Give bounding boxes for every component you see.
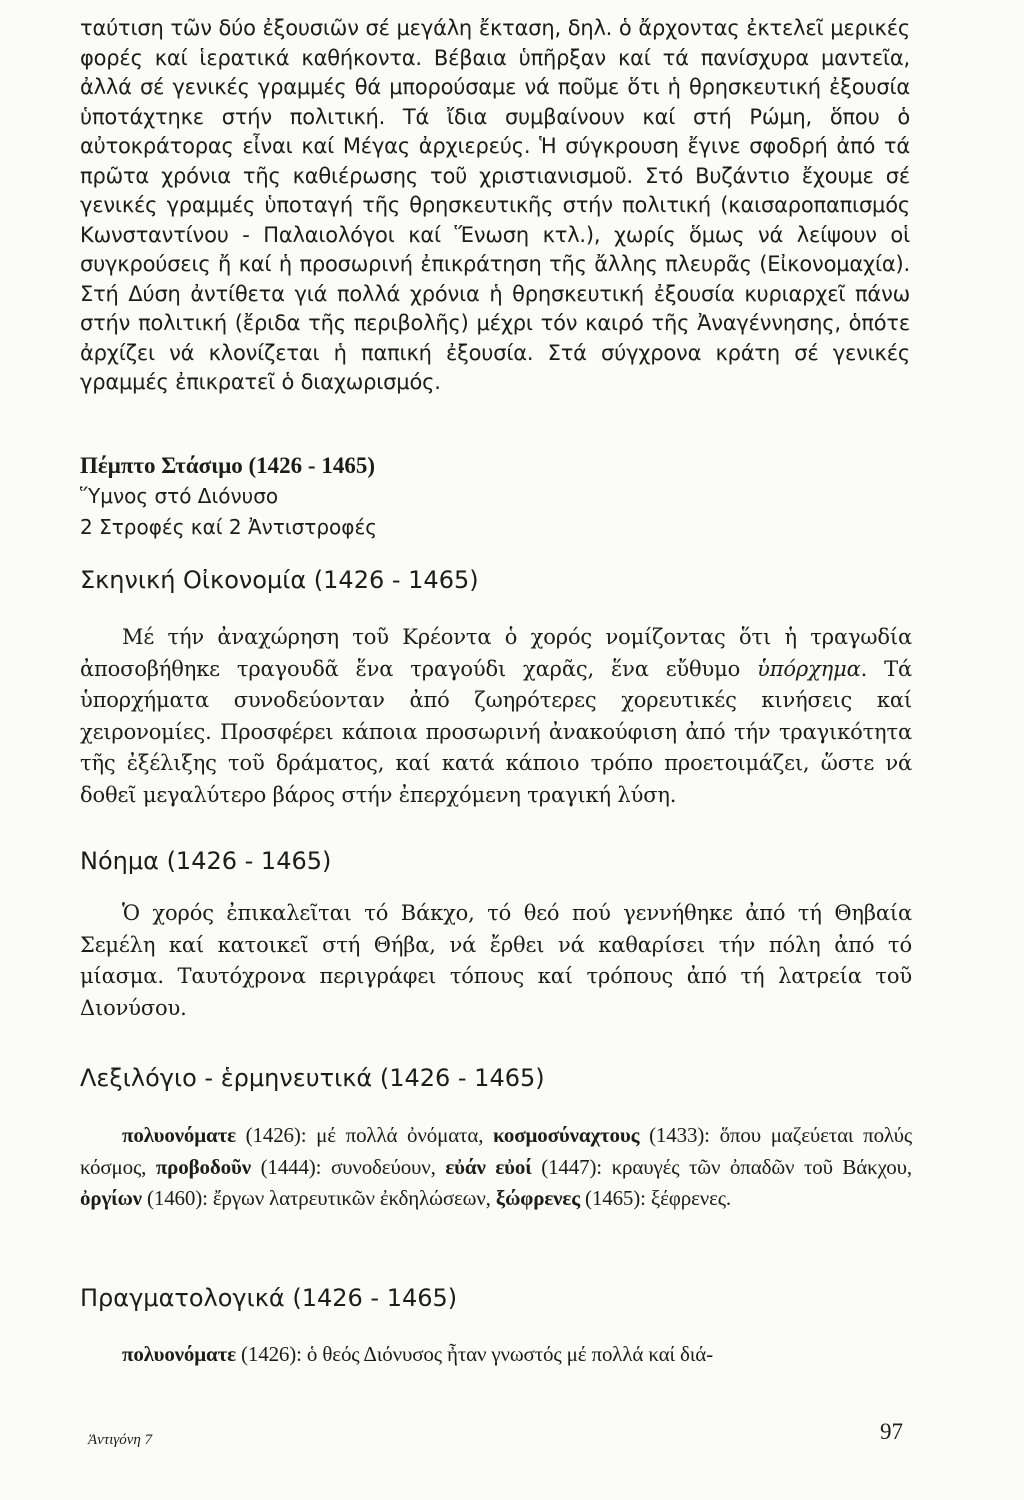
lexilogio-term: πολυονόματε bbox=[122, 1123, 236, 1147]
lexilogio-gloss: ὅπου μαζεύεται πολύς κόσμος, bbox=[80, 1123, 912, 1179]
lexilogio-term: εὐάν εὐοί bbox=[445, 1154, 532, 1179]
noima-heading: Νόημα (1426 - 1465) bbox=[80, 847, 332, 875]
lexilogio-gloss: ξέφρενες. bbox=[650, 1186, 732, 1210]
lexilogio-heading: Λεξιλόγιο - ἑρμηνευτικά (1426 - 1465) bbox=[80, 1064, 545, 1092]
skiniki-heading: Σκηνική Οἰκονομία (1426 - 1465) bbox=[80, 566, 479, 594]
pragmatologika-text: ὁ θεός Διόνυσος ἦταν γνωστός μέ πολλά καί διά- bbox=[306, 1342, 713, 1366]
lexilogio-paragraph bbox=[80, 1120, 912, 1215]
stasimo-subtitle: Ὕμνος στό Διόνυσο bbox=[80, 484, 279, 508]
lexilogio-ref: (1426): bbox=[235, 1123, 317, 1147]
lexilogio-term: κοσμοσύναχτους bbox=[493, 1123, 640, 1147]
skiniki-text-before: Μέ τήν ἀναχώρηση τοῦ Κρέοντα ὁ χορός νομίζοντας ὅτι ἡ τραγωδία ἀποσοβήθηκε τραγουδᾶ ἕνα τραγούδι χαρᾶς, ἕνα εὔθυμο bbox=[80, 625, 912, 681]
lexilogio-ref: (1460): bbox=[141, 1186, 213, 1210]
skiniki-emphasis: ὑπόρχημα bbox=[757, 656, 861, 681]
lexilogio-ref: (1447): bbox=[531, 1154, 612, 1179]
footer-book-mark: Ἀντιγόνη 7 bbox=[88, 1432, 153, 1448]
lexilogio-ref: (1444): bbox=[250, 1154, 331, 1179]
skiniki-paragraph bbox=[80, 622, 912, 811]
intro-paragraph: ταύτιση τῶν δύο ἐξουσιῶν σέ μεγάλη ἔκταση, δηλ. ὁ ἄρχοντας ἐκτελεῖ μερικές φορές καί ἱερατικά καθήκοντα. Βέβαια ὑπῆρξαν καί τά πανίσχυρα μαντεῖα, ἀλλά σέ γενικές γραμμές θά μπορούσαμε νά ποῦμε ὅτι ἡ θρησκευτική ἐξουσία ὑποτάχτηκε στήν πολιτική. Τά ἴδια συμβαίνουν καί στή Ρώμη, ὅπου ὁ αὐτοκράτορας εἶναι καί Μέγας ἀρχιερεύς. Ἡ σύγκρουση ἔγινε σφοδρή ἀπό τά πρῶτα χρόνια τῆς καθιέρωσης τοῦ χριστιανισμοῦ. Στό Βυζάντιο ἔχουμε σέ γενικές γραμμές ὑποταγή τῆς θρησκευτικῆς στήν πολιτική (καισαροπαπισμός Κωνσταντίνου - Παλαιολόγοι καί Ἕνωση κτλ.), χωρίς ὅμως νά λείψουν οἱ συγκρούσεις ἤ καί ἡ προσωρινή ἐπικράτηση τῆς ἄλλης πλευρᾶς (Εἰκονομαχία). Στή Δύση ἀντίθετα γιά πολλά χρόνια ἡ θρησκευτική ἐξουσία κυριαρχεῖ πάνω στήν πολιτική (ἔριδα τῆς περιβολῆς) μέχρι τόν καιρό τῆς Ἀναγέννησης, ὁπότε ἀρχίζει νά κλονίζεται ἡ παπική ἐξουσία. Στά σύγχρονα κράτη σέ γενικές γραμμές ἐπικρατεῖ ὁ διαχωρισμός. bbox=[80, 16, 910, 394]
pragmatologika-paragraph bbox=[80, 1339, 912, 1371]
stasimo-title: Πέμπτο Στάσιμο (1426 - 1465) bbox=[80, 453, 375, 478]
lexilogio-term: ξώφρενες bbox=[495, 1186, 580, 1210]
lexilogio-term: ὀργίων bbox=[80, 1186, 142, 1210]
lexilogio-ref: (1465): bbox=[579, 1186, 651, 1210]
noima-paragraph: Ὁ χορός ἐπικαλεῖται τό Βάκχο, τό θεό πού γεννήθηκε ἀπό τή Θηβαία Σεμέλη καί κατοικεῖ στή Θήβα, νά ἔρθει νά καθαρίσει τήν πόλη ἀπό τό μίασμα. Ταυτόχρονα περιγράφει τόπους καί τρόπους ἀπό τή λατρεία τοῦ Διονύσου. bbox=[80, 901, 912, 1020]
pragmatologika-ref: (1426): bbox=[235, 1342, 307, 1366]
lexilogio-gloss: μέ πολλά ὀνόματα, bbox=[316, 1123, 494, 1147]
lexilogio-gloss: συνοδεύουν, bbox=[330, 1154, 446, 1179]
page-number: 97 bbox=[880, 1419, 903, 1444]
stasimo-block bbox=[80, 450, 900, 543]
lexilogio-gloss: ἔργων λατρευτικῶν ἐκδηλώσεων, bbox=[212, 1186, 496, 1210]
lexilogio-term: προβοδοῦν bbox=[155, 1154, 251, 1179]
lexilogio-gloss: κραυγές τῶν ὀπαδῶν τοῦ Βάκχου, bbox=[611, 1154, 912, 1179]
pragmatologika-heading: Πραγματολογικά (1426 - 1465) bbox=[80, 1284, 458, 1312]
pragmatologika-term: πολυονόματε bbox=[122, 1342, 236, 1366]
stasimo-structure: 2 Στροφές καί 2 Ἀντιστροφές bbox=[80, 515, 378, 539]
lexilogio-ref: (1433): bbox=[639, 1123, 720, 1147]
skiniki-text-after: . Τά ὑπορχήματα συνοδεύονταν ἀπό ζωηρότερες χορευτικές κινήσεις καί χειρονομίες. Προσφέρει κάποια προσωρινή ἀνακούφιση ἀπό τήν τραγικότητα τῆς ἐξέλιξης τοῦ δράματος, καί κατά κάποιο τρόπο προετοιμάζει, ὥστε νά δοθεῖ μεγαλύτερο βάρος στήν ἐπερχόμενη τραγική λύση. bbox=[80, 656, 912, 807]
